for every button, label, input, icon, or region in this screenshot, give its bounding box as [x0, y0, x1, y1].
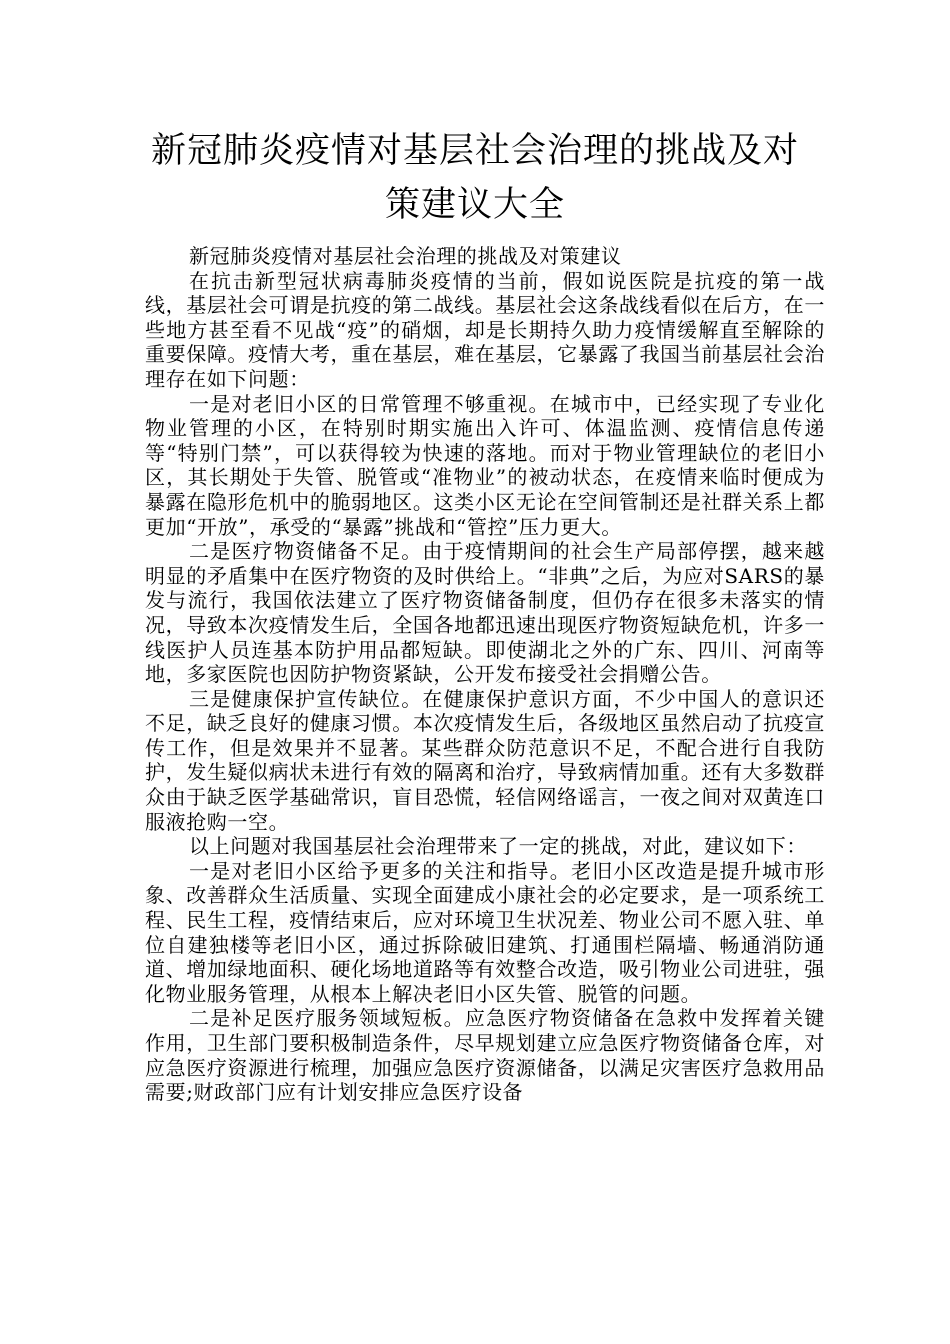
document-title: 新冠肺炎疫情对基层社会治理的挑战及对策建议大全 [150, 131, 799, 225]
paragraph-suggestion-1: 一是对老旧小区给予更多的关注和指导。老旧小区改造是提升城市形象、改善群众生活质量、实现全面建成小康社会的必定要求，是一项系统工程、民生工程，疫情结束后，应对环境卫生状况差、物业公司不愿入驻、单位自建独楼等老旧小区，通过拆除破旧建筑、打通围栏隔墙、畅通消防通道、增加绿地面积、硬化场地道路等有效整合改造，吸引物业公司进驻，强化物业服务管理，从根本上解决老旧小区失管、脱管的问题。 [145, 858, 825, 1006]
paragraph-transition: 以上问题对我国基层社会治理带来了一定的挑战，对此，建议如下： [189, 834, 807, 859]
paragraph-problem-1: 一是对老旧小区的日常管理不够重视。在城市中，已经实现了专业化物业管理的小区，在特别时期实施出入许可、体温监测、疫情信息传递等“特别门禁”，可以获得较为快速的落地。而对于物业管理缺位的老旧小区，其长期处于失管、脱管或“准物业”的被动状态，在疫情来临时便成为暴露在隐形危机中的脆弱地区。这类小区无论在空间管制还是社群关系上都更加“开放”，承受的“暴露”挑战和“管控”压力更大。 [145, 391, 825, 539]
paragraph-intro: 在抗击新型冠状病毒肺炎疫情的当前，假如说医院是抗疫的第一战线，基层社会可谓是抗疫的第二战线。基层社会这条战线看似在后方，在一些地方甚至看不见战“疫”的硝烟，却是长期持久助力疫情缓解直至解除的重要保障。疫情大考，重在基层，难在基层，它暴露了我国当前基层社会治理存在如下问题： [145, 268, 825, 391]
document-body [145, 244, 825, 1105]
paragraph-problem-3: 三是健康保护宣传缺位。在健康保护意识方面，不少中国人的意识还不足，缺乏良好的健康习惯。本次疫情发生后，各级地区虽然启动了抗疫宣传工作，但是效果并不显著。某些群众防范意识不足，不配合进行自我防护，发生疑似病状未进行有效的隔离和治疗，导致病情加重。还有大多数群众由于缺乏医学基础常识，盲目恐慌，轻信网络谣言，一夜之间对双黄连口服液抢购一空。 [145, 686, 825, 834]
paragraph-problem-2: 二是医疗物资储备不足。由于疫情期间的社会生产局部停摆，越来越明显的矛盾集中在医疗物资的及时供给上。“非典”之后，为应对SARS的暴发与流行，我国依法建立了医疗物资储备制度，但仍存在很多未落实的情况，导致本次疫情发生后，全国各地都迅速出现医疗物资短缺危机，许多一线医护人员连基本防护用品都短缺。即使湖北之外的广东、四川、河南等地，多家医院也因防护物资紧缺，公开发布接受社会捐赠公告。 [145, 539, 825, 687]
paragraph-suggestion-2: 二是补足医疗服务领域短板。应急医疗物资储备在急救中发挥着关键作用，卫生部门要积极制造条件，尽早规划建立应急医疗物资储备仓库，对应急医疗资源进行梳理，加强应急医疗资源储备，以满足灾害医疗急救用品需要;财政部门应有计划安排应急医疗设备 [145, 1006, 825, 1105]
paragraph-subtitle: 新冠肺炎疫情对基层社会治理的挑战及对策建议 [189, 244, 622, 268]
